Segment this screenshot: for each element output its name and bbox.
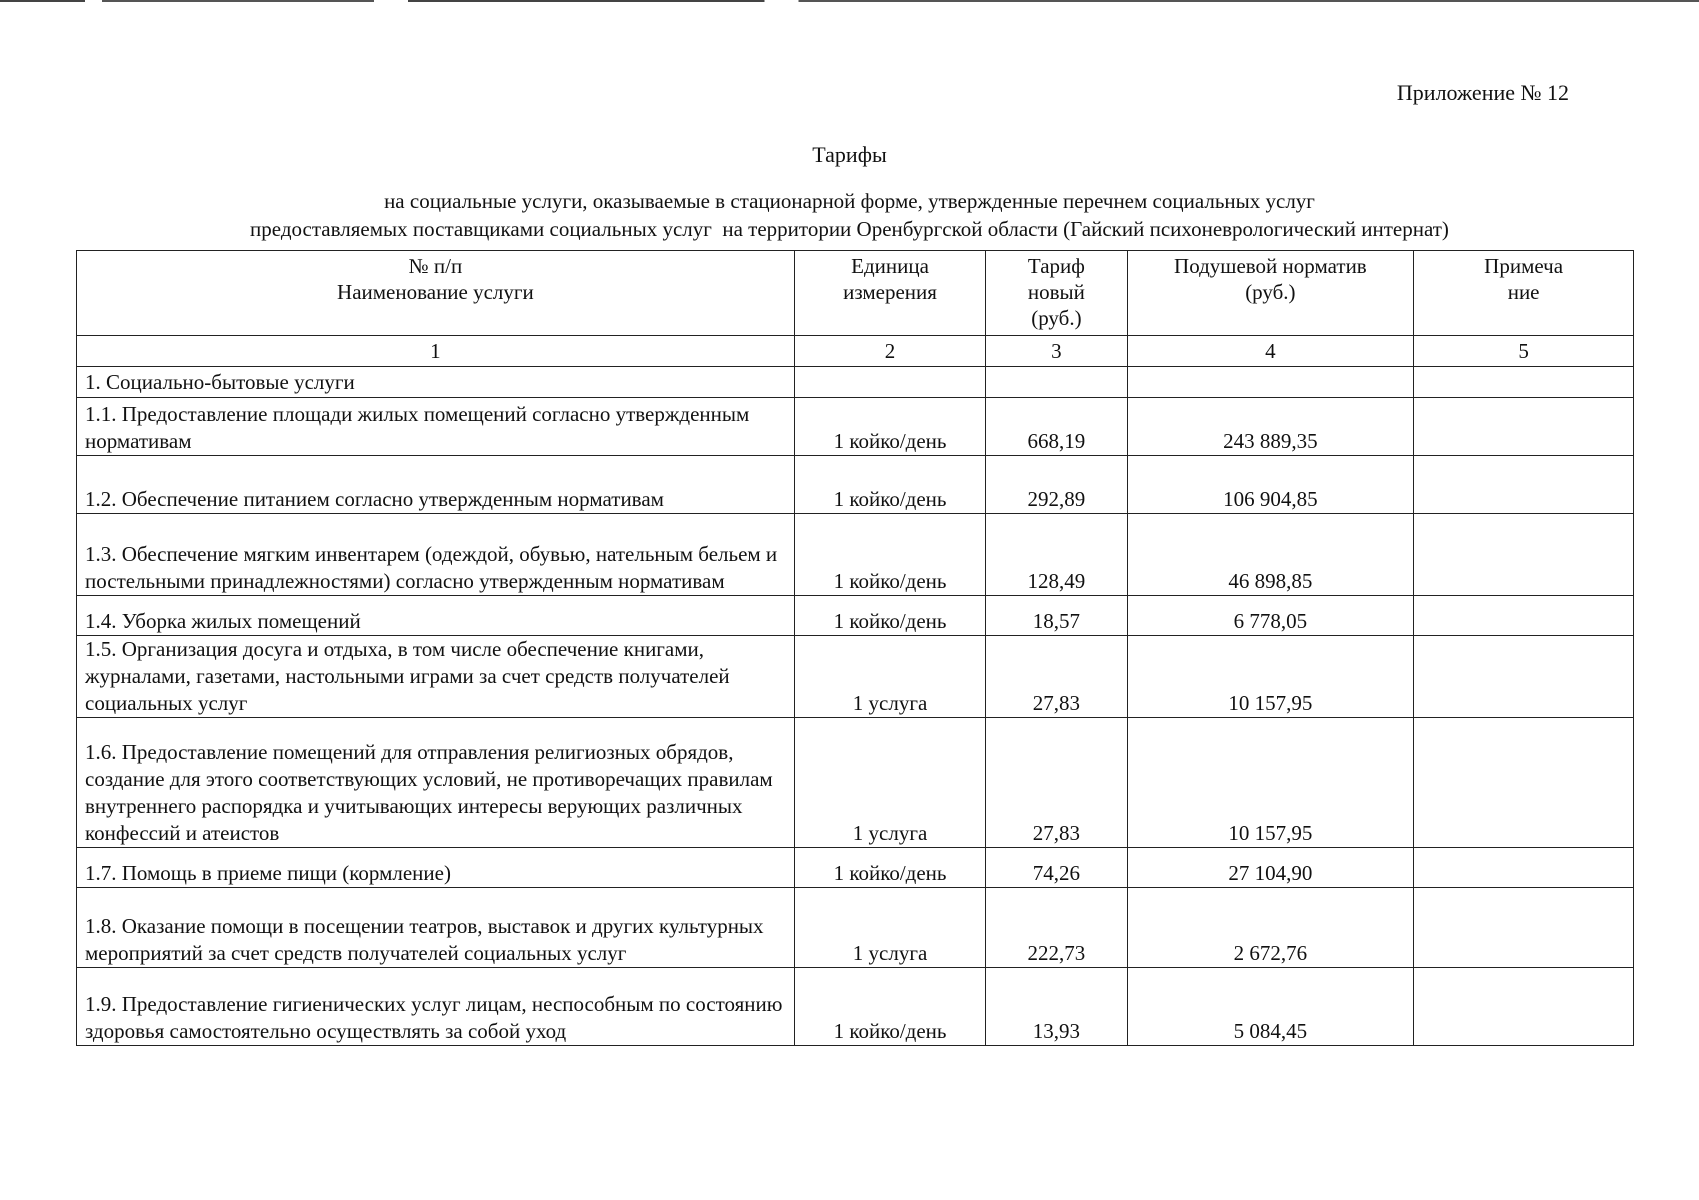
row-note bbox=[1414, 456, 1634, 514]
table-body bbox=[77, 398, 1634, 1046]
section-row bbox=[77, 367, 1634, 398]
subtitle-line-2: предоставляемых поставщиками социальных услуг на территории Оренбургской области (Гайский психоневрологический интернат) bbox=[250, 217, 1449, 241]
empty-cell bbox=[1414, 367, 1634, 398]
tariffs-table bbox=[76, 250, 1634, 1046]
row-unit: 1 услуга bbox=[794, 888, 985, 968]
header-note-line1: Примеча bbox=[1484, 254, 1564, 278]
row-norm: 5 084,45 bbox=[1127, 968, 1414, 1046]
row-service-name: 1.2. Обеспечение питанием согласно утвержденным нормативам bbox=[77, 456, 795, 514]
header-unit-line1: Единица bbox=[851, 254, 929, 278]
row-note bbox=[1414, 514, 1634, 596]
header-tariff-line2: новый bbox=[1027, 280, 1085, 304]
row-unit: 1 койко/день bbox=[794, 514, 985, 596]
subtitle-line-1: на социальные услуги, оказываемые в стационарной форме, утвержденные перечнем социальных услуг bbox=[384, 189, 1315, 213]
table-row bbox=[77, 398, 1634, 456]
row-unit: 1 койко/день bbox=[794, 456, 985, 514]
row-service-name: 1.4. Уборка жилых помещений bbox=[77, 596, 795, 636]
row-note bbox=[1414, 636, 1634, 718]
table-row bbox=[77, 596, 1634, 636]
row-service-name: 1.5. Организация досуга и отдыха, в том числе обеспечение книгами, журналами, газетами, настольными играми за счет средств получателей социальных услуг bbox=[77, 636, 795, 718]
header-name bbox=[77, 251, 795, 336]
header-tariff bbox=[986, 251, 1127, 336]
table-row bbox=[77, 848, 1634, 888]
header-service-label: Наименование услуги bbox=[337, 280, 534, 304]
table-row bbox=[77, 456, 1634, 514]
empty-cell bbox=[1127, 367, 1414, 398]
row-tariff: 27,83 bbox=[986, 636, 1127, 718]
row-service-name: 1.6. Предоставление помещений для отправления религиозных обрядов, создание для этого соответствующих условий, не противоречащих правилам внутреннего распорядка и учитывающих интересы верующих различных конфессий и атеистов bbox=[77, 718, 795, 848]
row-tariff: 74,26 bbox=[986, 848, 1127, 888]
header-norm-line2: (руб.) bbox=[1245, 280, 1296, 304]
table-row bbox=[77, 636, 1634, 718]
row-unit: 1 услуга bbox=[794, 636, 985, 718]
column-number-row bbox=[77, 336, 1634, 367]
row-tariff: 13,93 bbox=[986, 968, 1127, 1046]
table-header-row bbox=[77, 251, 1634, 336]
document-subtitle bbox=[0, 187, 1699, 243]
header-norm bbox=[1127, 251, 1414, 336]
header-unit-line2: измерения bbox=[843, 280, 937, 304]
row-tariff: 18,57 bbox=[986, 596, 1127, 636]
row-norm: 10 157,95 bbox=[1127, 718, 1414, 848]
row-note bbox=[1414, 888, 1634, 968]
row-norm: 27 104,90 bbox=[1127, 848, 1414, 888]
header-tariff-line3: (руб.) bbox=[1031, 306, 1082, 330]
header-unit bbox=[794, 251, 985, 336]
row-note bbox=[1414, 596, 1634, 636]
column-number: 1 bbox=[77, 336, 795, 367]
row-tariff: 292,89 bbox=[986, 456, 1127, 514]
row-unit: 1 койко/день bbox=[794, 398, 985, 456]
row-tariff: 128,49 bbox=[986, 514, 1127, 596]
empty-cell bbox=[794, 367, 985, 398]
row-service-name: 1.1. Предоставление площади жилых помещений согласно утвержденным нормативам bbox=[77, 398, 795, 456]
table-row bbox=[77, 968, 1634, 1046]
row-tariff: 222,73 bbox=[986, 888, 1127, 968]
row-note bbox=[1414, 848, 1634, 888]
row-unit: 1 койко/день bbox=[794, 968, 985, 1046]
row-note bbox=[1414, 398, 1634, 456]
row-norm: 243 889,35 bbox=[1127, 398, 1414, 456]
row-tariff: 27,83 bbox=[986, 718, 1127, 848]
section-title: 1. Социально-бытовые услуги bbox=[77, 367, 795, 398]
column-number: 5 bbox=[1414, 336, 1634, 367]
row-service-name: 1.8. Оказание помощи в посещении театров, выставок и других культурных мероприятий за счет средств получателей социальных услуг bbox=[77, 888, 795, 968]
empty-cell bbox=[986, 367, 1127, 398]
table-row bbox=[77, 514, 1634, 596]
row-service-name: 1.7. Помощь в приеме пищи (кормление) bbox=[77, 848, 795, 888]
row-unit: 1 койко/день bbox=[794, 596, 985, 636]
row-tariff: 668,19 bbox=[986, 398, 1127, 456]
column-number: 4 bbox=[1127, 336, 1414, 367]
row-service-name: 1.3. Обеспечение мягким инвентарем (одеждой, обувью, нательным бельем и постельными принадлежностями) согласно утвержденным нормативам bbox=[77, 514, 795, 596]
row-note bbox=[1414, 718, 1634, 848]
header-norm-line1: Подушевой норматив bbox=[1174, 254, 1367, 278]
row-norm: 2 672,76 bbox=[1127, 888, 1414, 968]
header-number-label: № п/п bbox=[408, 254, 463, 278]
row-service-name: 1.9. Предоставление гигиенических услуг лицам, неспособным по состоянию здоровья самостоятельно осуществлять за собой уход bbox=[77, 968, 795, 1046]
scan-top-edge bbox=[0, 0, 1699, 2]
appendix-label: Приложение № 12 bbox=[1396, 80, 1569, 105]
column-number: 3 bbox=[986, 336, 1127, 367]
row-norm: 106 904,85 bbox=[1127, 456, 1414, 514]
column-number: 2 bbox=[794, 336, 985, 367]
row-norm: 10 157,95 bbox=[1127, 636, 1414, 718]
row-note bbox=[1414, 968, 1634, 1046]
row-norm: 6 778,05 bbox=[1127, 596, 1414, 636]
row-unit: 1 услуга bbox=[794, 718, 985, 848]
header-note bbox=[1414, 251, 1634, 336]
row-norm: 46 898,85 bbox=[1127, 514, 1414, 596]
table-row bbox=[77, 888, 1634, 968]
document-title: Тарифы bbox=[812, 142, 887, 167]
header-tariff-line1: Тариф bbox=[1027, 254, 1085, 278]
row-unit: 1 койко/день bbox=[794, 848, 985, 888]
table-row bbox=[77, 718, 1634, 848]
header-note-line2: ние bbox=[1507, 280, 1540, 304]
